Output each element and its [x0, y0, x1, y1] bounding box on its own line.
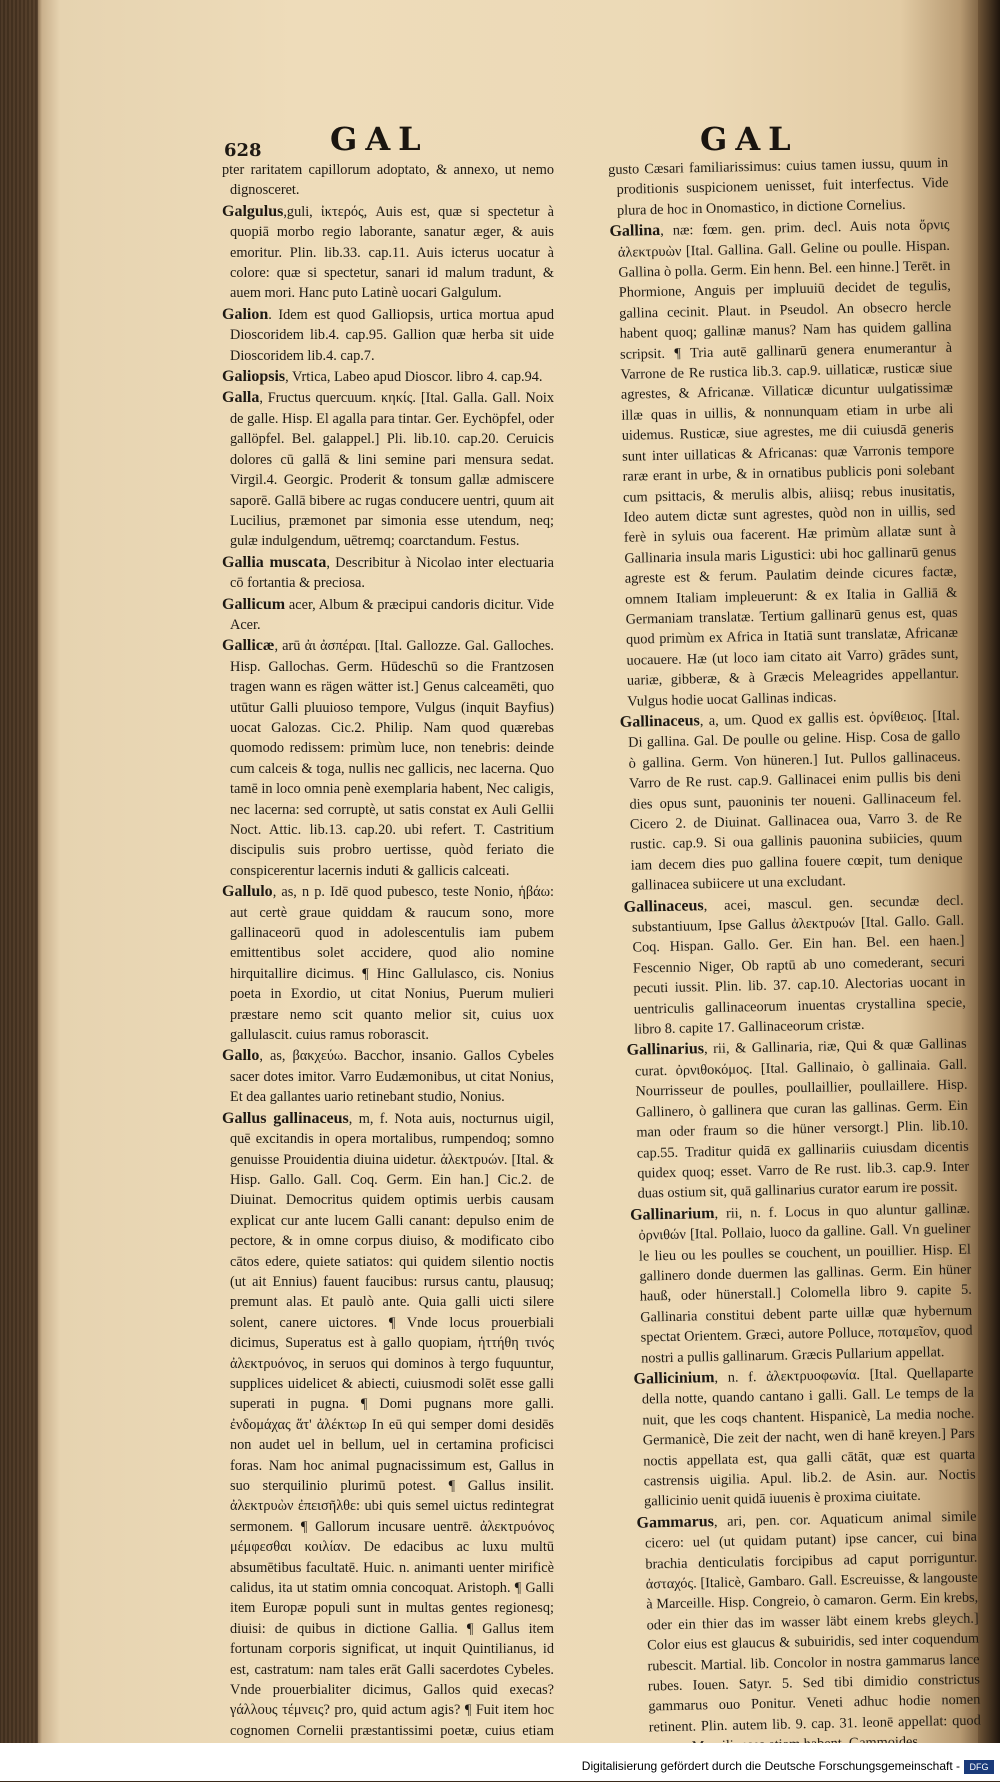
- entry-lemma: Gallinarius: [626, 1040, 705, 1060]
- entry-text: , as, βακχεύω. Bacchor, insanio. Gallos Cybeles sacer dotes imitor. Varro Eudæmonibus, ut citat Nonius, Et dea gallantes uario retinebant studio, Nonius.: [230, 1048, 554, 1106]
- entry-text: , Describitur à Nicolao inter electuaria cō fortantia & preciosa.: [230, 554, 554, 592]
- dictionary-entry: [630, 1198, 973, 1368]
- dictionary-entry: [609, 215, 959, 712]
- book-gutter-right: [978, 0, 1000, 1781]
- entry-text: , Vrtica, Labeo apud Dioscor. libro 4. cap.94.: [285, 369, 543, 386]
- right-column: [608, 153, 981, 1736]
- entry-lemma: Galgulus: [222, 202, 284, 220]
- entry-lemma: Gallia muscata: [222, 553, 327, 571]
- dfg-logo-icon: DFG: [964, 1760, 994, 1774]
- dictionary-entry: [633, 1363, 976, 1513]
- dictionary-entry: [620, 706, 964, 897]
- dictionary-entry: [222, 388, 554, 551]
- entry-lemma: Gallus gallinaceus: [222, 1109, 349, 1127]
- dictionary-entry: [636, 1506, 981, 1758]
- dictionary-entry: [222, 595, 554, 636]
- entry-text: , m, f. Nota auis, nocturnus uigil, quē excitandis in opera mortalibus, rumpendoq; somno genuisse Prouidentia diuina uidetur. ἀλεκτρυών. [Ital. & Hisp. Gallo. Gall. Coq. Germ. Ein han.] Cic.2. de Diuinat. Democritus quidem optimis uerbis causam explicat cur ante lucem Galli canant: depulso enim de pectore, & in omne corpus diuiso, & modificato cibo cātos edere, quiete satiatos: qui quidem silentio noctis (ut ait Ennius) fauent faucibus: rursus cantu, plausuq; premunt alas. Et paulò ante. Quia galli uicti silere solent, canere uictores. ¶ Vnde locus prouerbiali dicimus, Superatus est à gallo quopiam, ἡττήθη τινός ἀλεκτρυόνος, in seruos qui dominos à tergo fuquuntur, supplices uidelicet & abiecti, cuiusmodi solēt esse galli superati in pugna. ¶ Domi pugnans more galli. ἐνδομάχας ἅτ' ἀλέκτωρ In eū qui semper domi desidēs non audet uel in bellum, uel in certamina proficisci foras. Nam hoc animal pugnacissimum est, Gallus in suo sterquilinio plurimū potest. ¶ Gallus insilit. ἀλεκτρυὼν ἐπεισῆλθε: ubi quis semel uictus redintegrat sermonem. ¶ Gallorum incusare uentrē. ἀλεκτρυόνος μέμφεσθαι κοιλίαν. De edacibus ac luxu multū absumētibus facultatē. Huic. n. animanti uenter mirificè calidus, ita ut statim omnia concoquat. Aristoph. ¶ Galli item Europæ populi sunt in multas gentes regionesq; diuisi: de quibus in dictione Gallia. ¶ Gallus item fortunam corporis significat, ut inquit Quintilianus, id est, castratum: nam tales erāt Galli sacerdotes Cybeles. Vnde prouerbialiter dicimus, Gallos quid execas? γάλλους τέμνεις? pro, quid actum agis? ¶ Fuit item hoc cognomen Cornelii præstantissimi poetæ, cuius etiam: [230, 1110, 554, 1739]
- dictionary-entry: [222, 882, 554, 1045]
- entry-lemma: Gallinaceus: [619, 712, 700, 731]
- dictionary-entry: [608, 153, 949, 221]
- left-column: [222, 160, 554, 1739]
- entry-text: , ari, pen. cor. Aquaticum animal simile cicero: uel (ut quidam putant) ipse cancer, cui bina brachia denticulatis forcipibus ad caput porriguntur. ἀσταχός. [Italicè, Gambaro. Gall. Escreuisse, & langouste à Marceille. Hisp. Congreio, ò camaron. Germ. Ein krebs, oder ein thier das im wasser läbt einem krebs gleych.] Color eius est glaucus & subuiridis, sed inter coquendum rubescit. Martial. lib. Concolor in nostra gammarus lance rubes. Iouen. Satyr. 5. Sed tibi dimidio constrictus gammarus ouo Ponitur. Veneti adhuc hodie nomen retinent. Plin. autem lib. 9. cap. 31. leonē appellat: quod: [644, 1508, 981, 1736]
- dictionary-entry: [222, 202, 554, 304]
- header-word-left: GAL: [330, 120, 429, 158]
- dictionary-entry: [222, 636, 554, 881]
- dictionary-entry: [222, 553, 554, 594]
- entry-lemma: Gallinarium: [629, 1204, 715, 1224]
- digitization-footer: [0, 1743, 1000, 1781]
- entry-text: , Fructus quercuum. κηκίς. [Ital. Galla. Gall. Noix de galle. Hisp. El agalla para tintar. Ger. Eychöpfel, oder gallöpfel. Bel. galappel.] Pli. lib.10. cap.20. Ceruicis dolores cū gallā & lini semine pari mensura sedat. Virgil.4. Georgic. Proderit & tonsum gallæ admiscere saporē. Gallā bibere ac rugas conducere uentri, quum ait Lucilius, præmonet par simonia esse utendum, neq; gulæ indulgendum, uētremq; coarctandum. Festus.: [230, 390, 554, 550]
- entry-text: , n. f. ἀλεκτρυοφωνία. [Ital. Quellaparte della notte, quando cantano i galli. Gall. Le temps de la nuit, que les coqs chantent. Hispanicè, La media noche. Germanicè, Die zeit der nacht, wen di hanē kreyen.] Pars noctis appellata est, qua galli cātāt, quæ est quarta castrensis uigilia. Apul. lib.2. de Asin. aur. Noctis gallicinio uenit quidā iuuenis è proxima ciuitate.: [641, 1364, 976, 1510]
- entry-text: acer, Album & præcipui candoris dicitur. Vide Acer.: [230, 596, 554, 633]
- entry-text: , rii, & Gallinaria, riæ, Qui & quæ Gallinas curat. ὀρνιθοκόμος. [Ital. Gallinaio, ò gallinaia. Gall. Nourrisseur de poulles, poullaillier, poullaillere. Hisp. Gallinero, ò gallinera que curan las gallinas. Germ. Ein man oder fraum so die hüner versorgt.] Plin. lib.10. cap.55. Traditur quidā ex gallinariis cuiusdam dicentis quidex quoq; esset. Varro de Re rust. lib.3. cap.9. Inter duas ostium sit, quā gallinarius curator earum ire possit.: [634, 1036, 970, 1202]
- dictionary-entry: [222, 305, 554, 366]
- dictionary-entry: [626, 1034, 969, 1204]
- dictionary-entry: [222, 1109, 554, 1782]
- dictionary-entry: [222, 1046, 554, 1107]
- book-fore-edge-left: [0, 0, 38, 1781]
- entry-text: , acei, mascul. gen. secundæ decl. substantiuum, Ipse Gallus ἀλεκτρυών [Ital. Gallo. Gall. Coq. Hispan. Gallo. Ger. Ein han. Bel. een haen.] Fescennio Niger, Ob raptū ab uno comederant, securi pecuti iussit. Plin. lib. 37. cap.10. Alectorias uocant in uentriculis gallinaceorum inuentas crystallina specie, libro 8. capite 17. Gallinaceorum cristæ.: [631, 892, 966, 1038]
- entry-text: , arū ἀι ἀσπέραι. [Ital. Gallozze. Gal. Galloches. Hisp. Gallochas. Germ. Hūdeschū so die Frantzosen tragen wann es rägen wätter ist.] Genus calceamēti, quo utūtur Galli pluuioso tempore, Vulgus (inquit Bayfius) uocat Galozas. Cic.2. Philip. Nam quod quærebas quomodo redissem: primùm luce, non tenebris: deinde cum calceis & toga, nullis nec gallicis, nec lacerna. Quo tamē in loco omnia penè exemplaria habent, Nec caligis, nec lacerna: sed corruptè, ut satis constat ex Auli Gellii Noct. Attic. lib.13. cap.20. ubi refert. T. Castritium discipulis suis probro uertisse, quòd feriato die conspicerentur lacernis induti & gallicis calceati.: [230, 638, 554, 879]
- entry-text: gusto Cæsari familiarissimus: cuius tamen iussu, quum in proditionis suspicionem uenisset, fuit interfectus. Vide plura de hoc in Onomastico, in dictione Cornelius.: [608, 154, 949, 219]
- entry-lemma: Gallo: [222, 1047, 260, 1065]
- entry-text: , a, um. Quod ex gallis est. ὀρνίθειος. [Ital. Di gallina. Gal. De poulle ou geline. Hisp. Cosa de gallo ò gallina. Germ. Von hüneren.] Iut. Pullos gallinaceus. Varro de Re rust. cap.9. Gallinacei enim pullis bis deni dies opus sunt, pauoninis ter noueni. Gallinaceum fel. Cicero 2. de Diuinat. Gallinacea oua, Varro 3. de Re rustic. cap.9. Si oua gallinis pauonina subiicies, quum iam decem dies puo gallina fouere cœpit, tum denique gallinacea subiicere ut una excludant.: [628, 707, 963, 894]
- running-header: [224, 120, 910, 161]
- page-number: 628: [224, 140, 262, 161]
- entry-lemma: Gallicum: [222, 595, 286, 613]
- entry-lemma: Galion: [222, 305, 269, 323]
- entry-lemma: Gallinaceus: [623, 896, 704, 916]
- entry-lemma: Gallicæ: [222, 637, 275, 655]
- header-word-right: GAL: [700, 120, 799, 158]
- entry-lemma: Gallina: [609, 222, 661, 241]
- entry-lemma: Gallulo: [222, 883, 273, 901]
- entry-text: . Idem est quod Galliopsis, urtica mortua apud Dioscoridem lib.4. cap.95. Gallion quæ herba sit uide Dioscoridem lib.4. cap.7.: [230, 306, 554, 364]
- entry-text: ,guli, ἰκτερός, Auis est, quæ si spectetur à quopiā morbo regio laborante, sanatur æger, & auis emoritur. Plin. lib.33. cap.11. Auis icterus uocatur à colore: quæ si spectetur, sanari id malum tradunt, & auem mori. Hanc puto Latinè uocari Galgulum.: [230, 203, 554, 302]
- dictionary-entry: [623, 890, 966, 1040]
- entry-text: pter raritatem capillorum adoptato, & annexo, ut nemo dignosceret.: [222, 162, 554, 199]
- entry-lemma: Galiopsis: [222, 368, 286, 386]
- dfg-credit-text: Digitalisierung gefördert durch die Deutsche Forschungsgemeinschaft -: [581, 1759, 960, 1773]
- dictionary-entry: [222, 367, 554, 387]
- entry-lemma: Gallicinium: [633, 1369, 715, 1388]
- dictionary-entry: [222, 160, 554, 201]
- entry-text: , as, n p. Idē quod pubesco, teste Nonio, ἡβάω: aut certè graue quiddam & raucum sono, more gallinaceorū quod in adolescentulis iam pubem emittentibus solet accidere, quod alio nomine hirquitallire dicimus. ¶ Hinc Gallulasco, cis. Nonius poeta in Exordio, ut citat Nonius, Puerum mulieri præstare nemo scit quanto melior sit, cuius uox gallulascit. cuius ramus roborascit.: [230, 884, 554, 1044]
- entry-text: , næ: fœm. gen. prim. decl. Auis nota ὄρνις ἀλεκτρυὼν [Ital. Gallina. Gall. Geline ou poulle. Hispan. Gallina ò polla. Germ. Ein henn. Bel. een hinne.] Terēt. in Phormione, Anguis per impluuiū decidet de tegulis, gallina cecinit. Plaut. in Pseudol. An obsecro hercle habent quoq; gallinæ manus? Nam has quidem gallina scripsit. ¶ Tria autē gallinarū genera enumerantur à Varrone de Re rustica lib.3. cap.9. uillaticæ, rusticæ siue agrestes, & Africanæ. Villaticæ dicuntur uulgatissimæ illæ quas in uillis, & nonnunquam etiam in urbe ali uidemus. Rusticæ, siue agrestes, me dii cuiusdā generis sunt inter uillaticas & Africanas: quæ Varronis tempore raræ erant in urbe, & in ornatibus publicis poni solebant cum psittacis, & merulis albis, aliisq; rebus inusitatis, Ideo autem dictæ sunt agrestes, quòd non in uillis, sed ferè in syluis oua facerent. Hæ primùm allatæ sunt à Gallinaria insula maris Ligustici: ubi hoc gallinarū genus agreste est & ferum. Paulatim deinde cicures factæ, omnem Italiam impleuerunt: & ex Italia in Galliā & Germaniam translatæ. Tertium gallinarū genus est, quas quod primùm ex Africa in Itatiā sunt translatæ, Africanæ uocauere. Hæ (ut loco iam citato ait Varro) grādes sunt, uariæ, gibberæ, & à Græcis Meleagrides appellantur. Vulgus hodie uocat Gallinas indicas.: [617, 217, 960, 710]
- entry-text: , rii, n. f. Locus in quo aluntur gallinæ. ὀρνιθών [Ital. Pollaio, luoco da galline. Gall. Vn gueliner le lieu ou les poulles se couchent, un pouillier. Hisp. El gallinero donde duermen las gallinas. Germ. Ein hüner hauß, oder hünerstall.] Colomella libro 9. capite 5. Gallinaria constitui debent parte uillæ quæ hybernum spectat Orientem. Græci, autore Polluce, ποταμεῖον, quod nostri a pullis gallinarum. Græcis Pullarium appellat.: [638, 1200, 973, 1367]
- entry-lemma: Galla: [222, 389, 260, 407]
- entry-lemma: Gammarus: [636, 1512, 715, 1532]
